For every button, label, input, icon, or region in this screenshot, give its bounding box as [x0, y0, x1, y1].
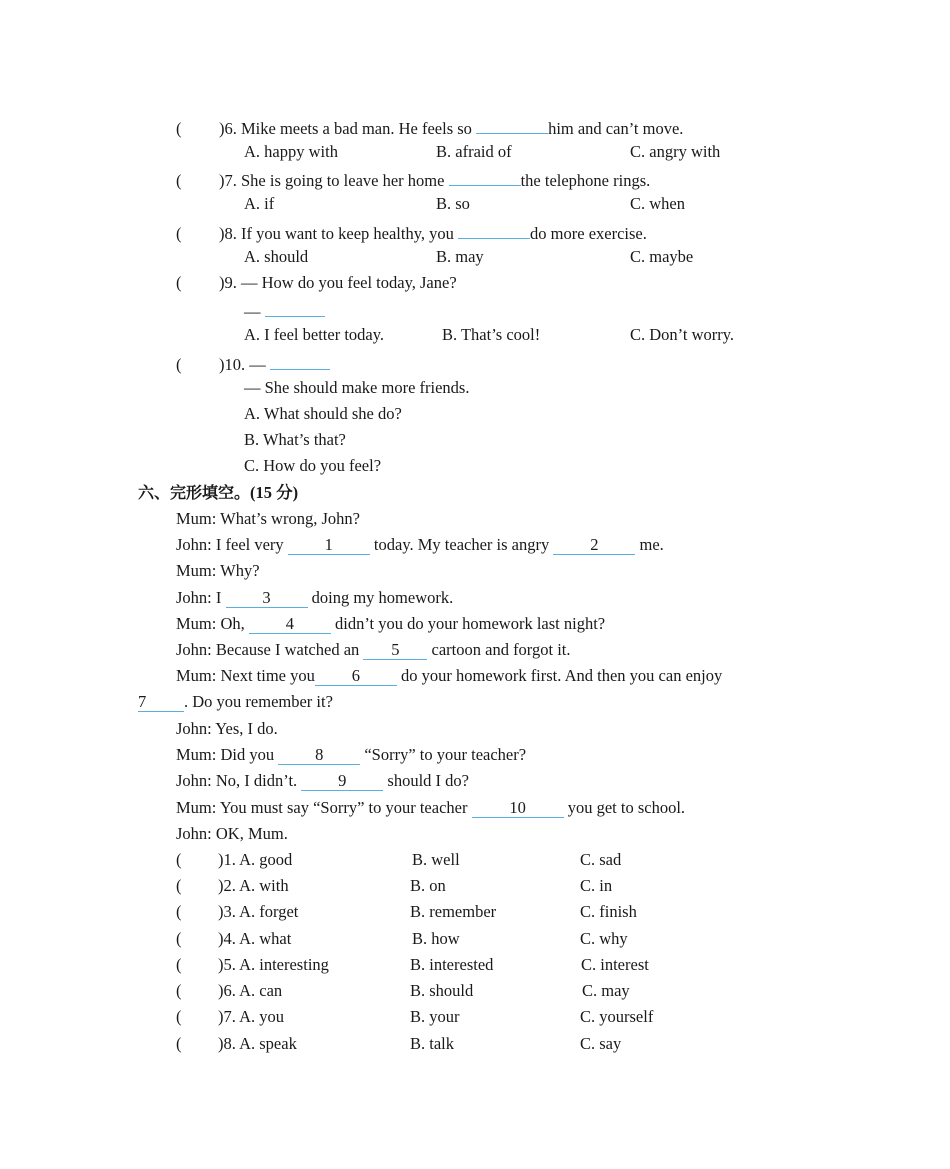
answer-paren[interactable]: ( [176, 224, 182, 243]
dialogue-text: Mum: What’s wrong, John? [176, 509, 360, 528]
question-stem-end: the telephone rings. [520, 171, 651, 190]
answer-paren[interactable]: ( [176, 355, 182, 374]
cloze-blank-1[interactable]: 1 [288, 536, 370, 555]
section-title: 六、完形填空。 [138, 483, 251, 502]
option-c[interactable]: C. interest [581, 955, 649, 974]
answer-paren[interactable]: ( [176, 981, 182, 1000]
answer-paren[interactable]: ( [176, 955, 182, 974]
question-stem: )10. — [219, 355, 270, 374]
dialogue-line-6 [176, 639, 571, 661]
option-c[interactable]: C. maybe [630, 247, 694, 266]
question-stem: )8. If you want to keep healthy, you [219, 224, 459, 243]
option-c[interactable]: C. yourself [580, 1007, 654, 1026]
question-10-response: — She should make more friends. [244, 378, 470, 397]
fill-blank[interactable] [270, 351, 330, 370]
option-c[interactable]: C. How do you feel? [244, 456, 382, 475]
fill-blank[interactable] [476, 115, 548, 134]
dialogue-line-4 [176, 587, 453, 609]
dialogue-line-9 [176, 718, 278, 740]
dash: — [244, 302, 265, 321]
question-6 [176, 115, 683, 137]
option-a[interactable]: A. happy with [244, 142, 338, 161]
dialogue-text: John: OK, Mum. [176, 824, 288, 843]
option-b[interactable]: B. on [410, 876, 446, 895]
answer-paren[interactable]: ( [176, 273, 182, 292]
answer-paren[interactable]: ( [176, 1034, 182, 1053]
dialogue-text: didn’t you do your homework last night? [330, 614, 606, 633]
section-heading [138, 482, 298, 504]
option-a[interactable]: )1. A. good [218, 850, 293, 869]
question-stem: )9. — How do you feel today, Jane? [219, 273, 457, 292]
option-b[interactable]: B. may [436, 247, 484, 266]
cloze-question-7 [176, 1006, 696, 1028]
dialogue-text: John: I [176, 588, 226, 607]
dialogue-text: Mum: Did you [176, 745, 279, 764]
option-c[interactable]: C. say [580, 1034, 622, 1053]
option-c[interactable]: C. angry with [630, 142, 721, 161]
answer-paren[interactable]: ( [176, 929, 182, 948]
cloze-question-2 [176, 875, 696, 897]
cloze-blank-4[interactable]: 4 [249, 615, 331, 634]
dialogue-text: John: Because I watched an [176, 640, 364, 659]
option-b[interactable]: B. so [436, 194, 470, 213]
cloze-blank-10[interactable]: 10 [472, 799, 564, 818]
question-9-response [244, 298, 325, 320]
option-b[interactable]: B. should [410, 981, 474, 1000]
option-c[interactable]: C. Don’t worry. [630, 325, 735, 344]
option-a[interactable]: A. should [244, 247, 309, 266]
question-10 [176, 351, 330, 373]
dialogue-line-12 [176, 797, 685, 819]
section-points: (15 分) [250, 483, 299, 502]
cloze-blank-2[interactable]: 2 [553, 536, 635, 555]
option-c[interactable]: C. sad [580, 850, 622, 869]
dialogue-text: Mum: Next time you [176, 666, 315, 685]
option-b[interactable]: B. What’s that? [244, 430, 346, 449]
option-b[interactable]: B. well [412, 850, 460, 869]
answer-paren[interactable]: ( [176, 902, 182, 921]
option-c[interactable]: C. when [630, 194, 685, 213]
option-a[interactable]: )3. A. forget [218, 902, 299, 921]
option-c[interactable]: C. may [582, 981, 630, 1000]
option-b[interactable]: B. remember [410, 902, 497, 921]
question-9 [176, 272, 457, 294]
option-b[interactable]: B. how [412, 929, 460, 948]
dialogue-text: . Do you remember it? [184, 692, 333, 711]
dialogue-text: do your homework first. And then you can enjoy [396, 666, 723, 685]
dialogue-line-13 [176, 823, 288, 845]
option-a[interactable]: A. I feel better today. [244, 325, 385, 344]
cloze-blank-9[interactable]: 9 [301, 772, 383, 791]
answer-paren[interactable]: ( [176, 850, 182, 869]
dialogue-line-5 [176, 613, 605, 635]
cloze-blank-7[interactable]: 7 [138, 693, 184, 712]
option-a[interactable]: )5. A. interesting [218, 955, 329, 974]
fill-blank[interactable] [449, 167, 521, 186]
cloze-blank-3[interactable]: 3 [226, 589, 308, 608]
cloze-blank-5[interactable]: 5 [363, 641, 427, 660]
option-a[interactable]: )4. A. what [218, 929, 292, 948]
dialogue-line-1 [176, 508, 360, 530]
cloze-question-4 [176, 928, 696, 950]
dialogue-text: Mum: Why? [176, 561, 260, 580]
question-6-options [244, 141, 744, 163]
cloze-question-6 [176, 980, 696, 1002]
option-a[interactable]: A. if [244, 194, 275, 213]
fill-blank[interactable] [458, 220, 530, 239]
option-a[interactable]: )7. A. you [218, 1007, 284, 1026]
option-a[interactable]: A. What should she do? [244, 404, 402, 423]
dialogue-text: John: No, I didn’t. [176, 771, 302, 790]
cloze-question-3 [176, 901, 696, 923]
dialogue-text: today. My teacher is angry [369, 535, 554, 554]
option-b[interactable]: B. talk [410, 1034, 454, 1053]
question-stem-end: do more exercise. [530, 224, 647, 243]
dialogue-text: you get to school. [563, 798, 686, 817]
answer-paren[interactable]: ( [176, 876, 182, 895]
dialogue-text: me. [635, 535, 664, 554]
question-9-options [244, 324, 764, 346]
question-7 [176, 167, 650, 189]
dialogue-line-3 [176, 560, 260, 582]
cloze-question-8 [176, 1033, 696, 1055]
question-8-options [244, 246, 744, 268]
dialogue-line-7 [176, 665, 722, 687]
dialogue-text: Mum: Oh, [176, 614, 249, 633]
question-7-options [244, 193, 744, 215]
option-b[interactable]: B. your [410, 1007, 460, 1026]
dialogue-text: should I do? [383, 771, 469, 790]
dialogue-text: John: Yes, I do. [176, 719, 278, 738]
dialogue-text: doing my homework. [307, 588, 454, 607]
fill-blank[interactable] [265, 298, 325, 317]
question-stem: )6. Mike meets a bad man. He feels so [219, 119, 477, 138]
dialogue-line-11 [176, 770, 469, 792]
cloze-blank-6[interactable]: 6 [315, 667, 397, 686]
answer-paren[interactable]: ( [176, 171, 182, 190]
option-c[interactable]: C. finish [580, 902, 637, 921]
question-stem-end: him and can’t move. [548, 119, 684, 138]
option-a[interactable]: )6. A. can [218, 981, 283, 1000]
question-8 [176, 220, 647, 242]
dialogue-text: Mum: You must say “Sorry” to your teacher [176, 798, 472, 817]
cloze-question-1 [176, 849, 696, 871]
dialogue-line-10 [176, 744, 526, 766]
dialogue-line-8 [138, 691, 333, 713]
answer-paren[interactable]: ( [176, 1007, 182, 1026]
option-a[interactable]: )2. A. with [218, 876, 289, 895]
answer-paren[interactable]: ( [176, 119, 182, 138]
dialogue-line-2 [176, 534, 664, 556]
option-b[interactable]: B. interested [410, 955, 494, 974]
question-stem: )7. She is going to leave her home [219, 171, 449, 190]
dialogue-text: “Sorry” to your teacher? [360, 745, 527, 764]
option-a[interactable]: )8. A. speak [218, 1034, 297, 1053]
cloze-blank-8[interactable]: 8 [278, 746, 360, 765]
cloze-question-5 [176, 954, 696, 976]
option-b[interactable]: B. That’s cool! [442, 325, 541, 344]
dialogue-text: cartoon and forgot it. [427, 640, 571, 659]
dialogue-text: John: I feel very [176, 535, 288, 554]
option-b[interactable]: B. afraid of [436, 142, 512, 161]
option-c[interactable]: C. in [580, 876, 613, 895]
option-c[interactable]: C. why [580, 929, 628, 948]
